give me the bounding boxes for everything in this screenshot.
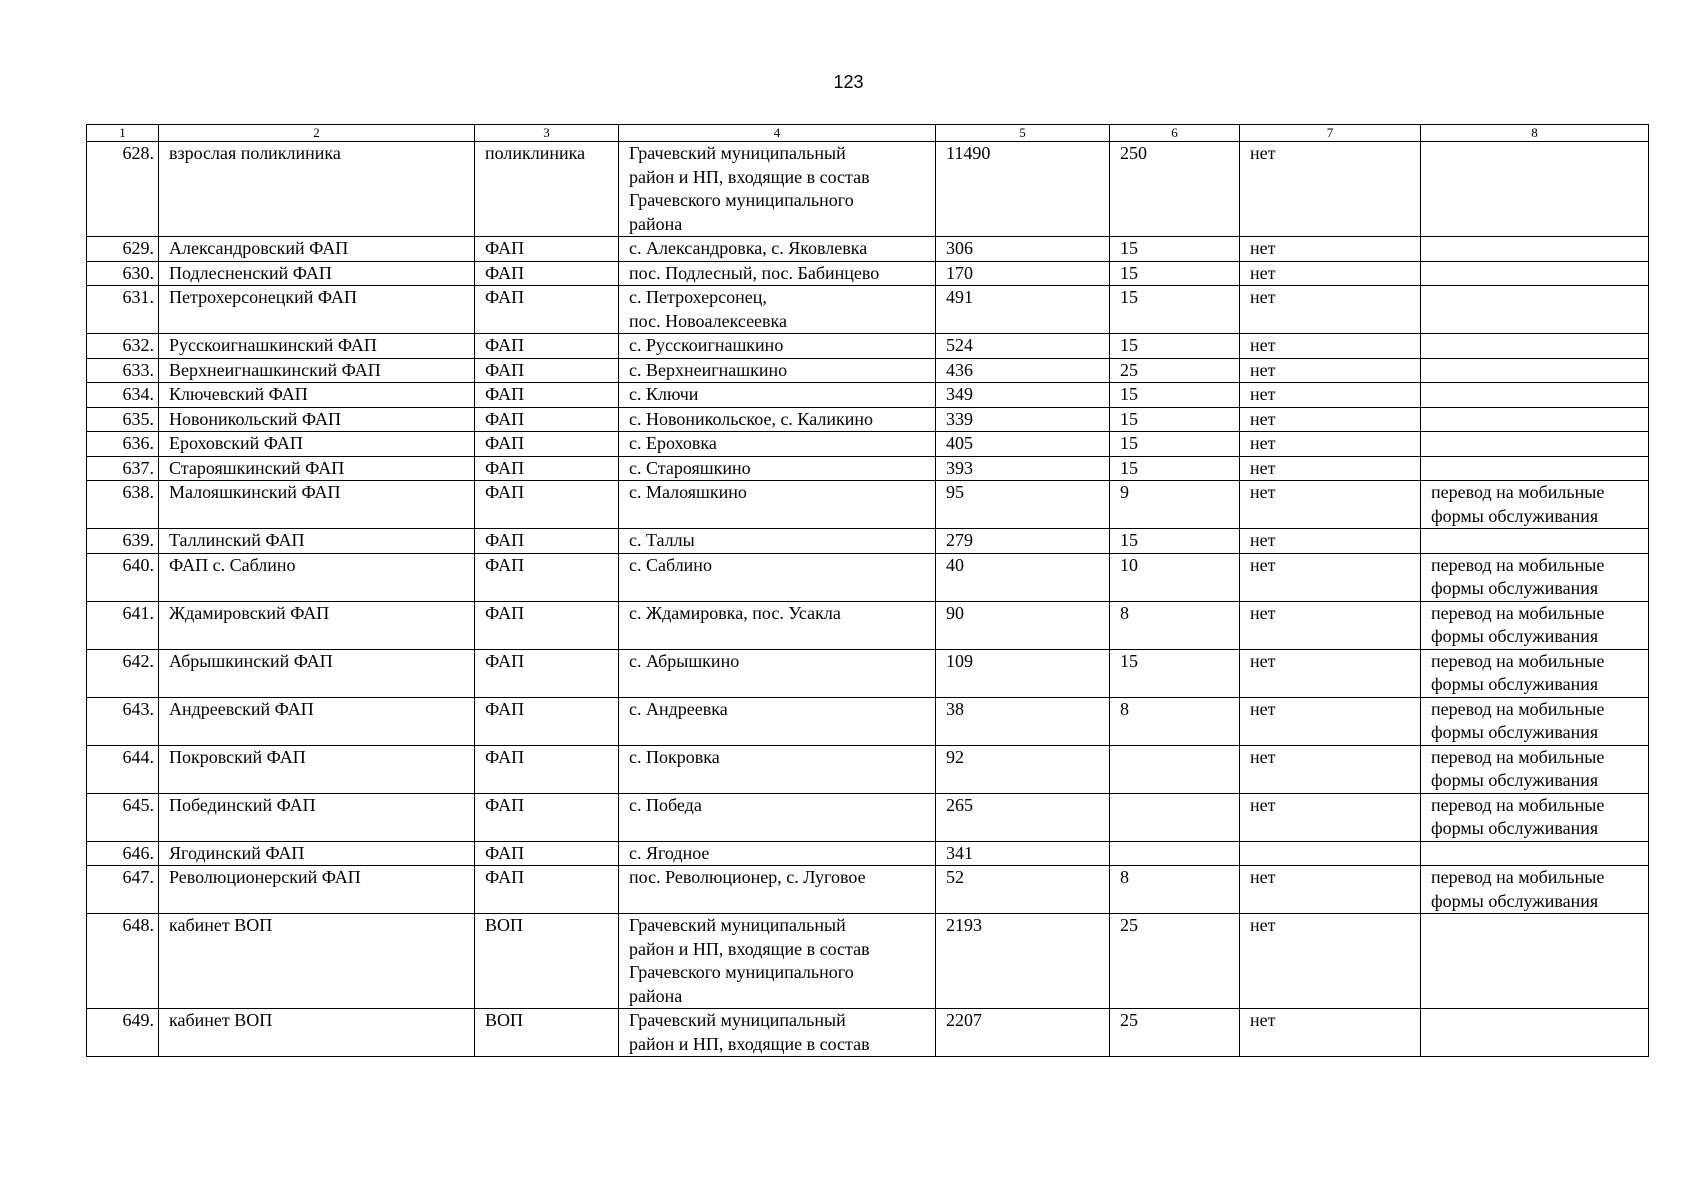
facility-name-cell: Подлесненский ФАП — [159, 261, 475, 286]
population-cell: 2207 — [936, 1009, 1110, 1057]
row-number-cell: 630. — [87, 261, 159, 286]
facility-name-cell: Покровский ФАП — [159, 745, 475, 793]
table-row — [87, 334, 1649, 359]
service-area-line: с. Саблино — [629, 554, 712, 575]
population-cell: 95 — [936, 481, 1110, 529]
row-number-cell: 643. — [87, 697, 159, 745]
table-row — [87, 553, 1649, 601]
service-area-cell — [619, 529, 936, 554]
table-row — [87, 432, 1649, 457]
facility-name-cell: Старояшкинский ФАП — [159, 456, 475, 481]
table-row — [87, 793, 1649, 841]
service-area-line: с. Малояшкино — [629, 482, 747, 502]
population-cell: 11490 — [936, 142, 1110, 237]
table-row — [87, 286, 1649, 334]
column-number: 8 — [1421, 125, 1649, 142]
population-cell: 265 — [936, 793, 1110, 841]
population-cell: 279 — [936, 529, 1110, 554]
population-cell: 306 — [936, 237, 1110, 262]
capacity-cell: 25 — [1110, 914, 1240, 1009]
row-number-cell: 640. — [87, 553, 159, 601]
row-number-cell: 628. — [87, 142, 159, 237]
capacity-cell: 25 — [1110, 358, 1240, 383]
service-area-line: с. Старояшкино — [629, 457, 751, 478]
note-cell — [1421, 334, 1649, 359]
facility-name-cell: кабинет ВОП — [159, 914, 475, 1009]
service-area-line: с. Петрохерсонец, — [629, 287, 767, 307]
service-area-cell — [619, 432, 936, 457]
service-area-cell — [619, 1009, 936, 1057]
status-cell: нет — [1240, 601, 1421, 649]
population-cell: 40 — [936, 553, 1110, 601]
facility-type-cell: ФАП — [475, 286, 619, 334]
row-number-cell: 646. — [87, 841, 159, 866]
service-area-cell — [619, 481, 936, 529]
service-area-line: с. Ероховка — [629, 433, 717, 453]
facility-name-cell: ФАП с. Саблино — [159, 553, 475, 601]
service-area-line: Грачевский муниципальный — [629, 915, 846, 935]
service-area-cell — [619, 866, 936, 914]
note-cell — [1421, 237, 1649, 262]
population-cell: 349 — [936, 383, 1110, 408]
note-cell — [1421, 529, 1649, 554]
service-area-line: с. Таллы — [629, 530, 695, 550]
page-number: 123 — [833, 72, 864, 92]
population-cell: 90 — [936, 601, 1110, 649]
facility-type-cell: ФАП — [475, 649, 619, 697]
note-cell — [1421, 261, 1649, 286]
capacity-cell: 15 — [1110, 334, 1240, 359]
note-line: перевод на мобильные — [1431, 602, 1605, 623]
population-cell: 339 — [936, 407, 1110, 432]
capacity-cell — [1110, 745, 1240, 793]
service-area-cell — [619, 334, 936, 359]
row-number-cell: 637. — [87, 456, 159, 481]
status-cell: нет — [1240, 142, 1421, 237]
facility-name-cell: Таллинский ФАП — [159, 529, 475, 554]
row-number-cell: 644. — [87, 745, 159, 793]
service-area-line: район и НП, входящие в состав — [629, 938, 870, 959]
column-number: 2 — [159, 125, 475, 142]
population-cell: 109 — [936, 649, 1110, 697]
service-area-cell — [619, 793, 936, 841]
table-row — [87, 383, 1649, 408]
population-cell: 436 — [936, 358, 1110, 383]
service-area-cell — [619, 649, 936, 697]
facility-type-cell: ФАП — [475, 456, 619, 481]
population-cell: 393 — [936, 456, 1110, 481]
capacity-cell: 15 — [1110, 237, 1240, 262]
note-line: формы обслуживания — [1431, 890, 1599, 911]
facility-type-cell: ФАП — [475, 841, 619, 866]
facility-type-cell: ФАП — [475, 358, 619, 383]
facility-name-cell: Александровский ФАП — [159, 237, 475, 262]
facility-type-cell: ФАП — [475, 481, 619, 529]
facility-name-cell: Ключевский ФАП — [159, 383, 475, 408]
service-area-line: район и НП, входящие в состав — [629, 166, 870, 187]
service-area-line: с. Новоникольское, с. Каликино — [629, 408, 873, 429]
status-cell: нет — [1240, 553, 1421, 601]
row-number-cell: 639. — [87, 529, 159, 554]
row-number-cell: 633. — [87, 358, 159, 383]
table-row — [87, 358, 1649, 383]
status-cell: нет — [1240, 866, 1421, 914]
column-number-row — [87, 125, 1649, 142]
column-number: 5 — [936, 125, 1110, 142]
population-cell: 341 — [936, 841, 1110, 866]
service-area-cell — [619, 456, 936, 481]
capacity-cell — [1110, 841, 1240, 866]
note-line: перевод на мобильные — [1431, 650, 1605, 671]
capacity-cell: 250 — [1110, 142, 1240, 237]
column-number: 6 — [1110, 125, 1240, 142]
note-line: перевод на мобильные — [1431, 794, 1605, 815]
note-cell — [1421, 866, 1649, 914]
status-cell: нет — [1240, 334, 1421, 359]
table-row — [87, 649, 1649, 697]
facility-name-cell: Новоникольский ФАП — [159, 407, 475, 432]
row-number-cell: 636. — [87, 432, 159, 457]
facility-type-cell: ФАП — [475, 432, 619, 457]
service-area-line: Грачевский муниципальный — [629, 1010, 846, 1030]
status-cell: нет — [1240, 649, 1421, 697]
facility-type-cell: ВОП — [475, 914, 619, 1009]
service-area-cell — [619, 914, 936, 1009]
note-cell — [1421, 481, 1649, 529]
note-cell — [1421, 793, 1649, 841]
table-row — [87, 407, 1649, 432]
facility-name-cell: Побединский ФАП — [159, 793, 475, 841]
row-number-cell: 632. — [87, 334, 159, 359]
capacity-cell: 8 — [1110, 866, 1240, 914]
status-cell: нет — [1240, 358, 1421, 383]
capacity-cell: 15 — [1110, 261, 1240, 286]
note-line: формы обслуживания — [1431, 505, 1599, 526]
service-area-line: с. Русскоигнашкино — [629, 335, 784, 355]
facility-name-cell: Верхнеигнашкинский ФАП — [159, 358, 475, 383]
service-area-cell — [619, 237, 936, 262]
row-number-cell: 635. — [87, 407, 159, 432]
status-cell: нет — [1240, 407, 1421, 432]
note-line: перевод на мобильные — [1431, 698, 1605, 719]
table-row — [87, 914, 1649, 1009]
note-cell — [1421, 1009, 1649, 1057]
capacity-cell: 8 — [1110, 601, 1240, 649]
note-line: формы обслуживания — [1431, 578, 1599, 598]
service-area-cell — [619, 142, 936, 237]
status-cell — [1240, 841, 1421, 866]
service-area-line: пос. Подлесный, пос. Бабинцево — [629, 262, 880, 283]
status-cell: нет — [1240, 286, 1421, 334]
row-number-cell: 634. — [87, 383, 159, 408]
population-cell: 524 — [936, 334, 1110, 359]
row-number-cell: 641. — [87, 601, 159, 649]
table-row — [87, 841, 1649, 866]
note-cell — [1421, 456, 1649, 481]
service-area-line: Грачевский муниципальный — [629, 143, 846, 163]
service-area-line: с. Победа — [629, 794, 702, 815]
capacity-cell: 15 — [1110, 407, 1240, 432]
note-cell — [1421, 841, 1649, 866]
note-line: формы обслуживания — [1431, 626, 1599, 646]
capacity-cell: 9 — [1110, 481, 1240, 529]
service-area-cell — [619, 601, 936, 649]
service-area-line: с. Андреевка — [629, 698, 728, 719]
facility-type-cell: ФАП — [475, 529, 619, 554]
service-area-line: Грачевского муниципального — [629, 190, 854, 210]
facilities-table — [86, 124, 1649, 1057]
service-area-cell — [619, 383, 936, 408]
row-number-cell: 642. — [87, 649, 159, 697]
note-line: формы обслуживания — [1431, 770, 1599, 790]
facility-type-cell: ФАП — [475, 383, 619, 408]
capacity-cell: 15 — [1110, 286, 1240, 334]
facility-type-cell: ФАП — [475, 745, 619, 793]
facility-name-cell: Ягодинский ФАП — [159, 841, 475, 866]
facility-type-cell: ФАП — [475, 237, 619, 262]
service-area-line: пос. Новоалексеевка — [629, 310, 788, 331]
row-number-cell: 649. — [87, 1009, 159, 1057]
service-area-line: района — [629, 985, 683, 1006]
status-cell: нет — [1240, 1009, 1421, 1057]
service-area-cell — [619, 261, 936, 286]
capacity-cell: 15 — [1110, 649, 1240, 697]
facility-type-cell: ФАП — [475, 261, 619, 286]
service-area-line: Грачевского муниципального — [629, 962, 854, 982]
facility-name-cell: Абрышкинский ФАП — [159, 649, 475, 697]
note-cell — [1421, 601, 1649, 649]
column-number: 3 — [475, 125, 619, 142]
facility-type-cell: ФАП — [475, 866, 619, 914]
population-cell: 92 — [936, 745, 1110, 793]
facility-type-cell: поликлиника — [475, 142, 619, 237]
facility-type-cell: ФАП — [475, 553, 619, 601]
note-cell — [1421, 553, 1649, 601]
status-cell: нет — [1240, 914, 1421, 1009]
population-cell: 2193 — [936, 914, 1110, 1009]
capacity-cell: 10 — [1110, 553, 1240, 601]
column-number: 7 — [1240, 125, 1421, 142]
service-area-line: район и НП, входящие в состав — [629, 1033, 870, 1054]
status-cell: нет — [1240, 237, 1421, 262]
service-area-cell — [619, 745, 936, 793]
service-area-cell — [619, 407, 936, 432]
status-cell: нет — [1240, 456, 1421, 481]
facility-type-cell: ФАП — [475, 334, 619, 359]
status-cell: нет — [1240, 383, 1421, 408]
table-body — [87, 125, 1649, 1057]
status-cell: нет — [1240, 745, 1421, 793]
facility-name-cell: Малояшкинский ФАП — [159, 481, 475, 529]
row-number-cell: 647. — [87, 866, 159, 914]
note-line: перевод на мобильные — [1431, 482, 1605, 502]
row-number-cell: 629. — [87, 237, 159, 262]
service-area-line: с. Ягодное — [629, 842, 710, 863]
facility-name-cell: Ждамировский ФАП — [159, 601, 475, 649]
row-number-cell: 638. — [87, 481, 159, 529]
table-row — [87, 456, 1649, 481]
service-area-line: пос. Революционер, с. Луговое — [629, 867, 866, 887]
note-line: формы обслуживания — [1431, 674, 1599, 694]
note-line: формы обслуживания — [1431, 818, 1599, 838]
service-area-cell — [619, 358, 936, 383]
capacity-cell: 8 — [1110, 697, 1240, 745]
note-line: перевод на мобильные — [1431, 867, 1605, 887]
table-row — [87, 481, 1649, 529]
note-cell — [1421, 914, 1649, 1009]
population-cell: 405 — [936, 432, 1110, 457]
service-area-line: с. Абрышкино — [629, 650, 740, 671]
status-cell: нет — [1240, 793, 1421, 841]
note-line: перевод на мобильные — [1431, 554, 1605, 575]
population-cell: 52 — [936, 866, 1110, 914]
facility-name-cell: кабинет ВОП — [159, 1009, 475, 1057]
service-area-cell — [619, 553, 936, 601]
capacity-cell: 15 — [1110, 456, 1240, 481]
table-row — [87, 1009, 1649, 1057]
facility-type-cell: ФАП — [475, 793, 619, 841]
facility-name-cell: Революционерский ФАП — [159, 866, 475, 914]
service-area-line: с. Верхнеигнашкино — [629, 359, 788, 380]
service-area-line: района — [629, 213, 683, 234]
service-area-cell — [619, 697, 936, 745]
table-row — [87, 601, 1649, 649]
facility-type-cell: ФАП — [475, 697, 619, 745]
table-row — [87, 745, 1649, 793]
note-cell — [1421, 407, 1649, 432]
service-area-cell — [619, 841, 936, 866]
note-cell — [1421, 286, 1649, 334]
note-cell — [1421, 745, 1649, 793]
column-number: 4 — [619, 125, 936, 142]
note-cell — [1421, 383, 1649, 408]
note-line: перевод на мобильные — [1431, 746, 1605, 767]
service-area-line: с. Александровка, с. Яковлевка — [629, 238, 868, 258]
row-number-cell: 631. — [87, 286, 159, 334]
status-cell: нет — [1240, 261, 1421, 286]
note-cell — [1421, 142, 1649, 237]
service-area-line: с. Ждамировка, пос. Усакла — [629, 602, 841, 623]
population-cell: 38 — [936, 697, 1110, 745]
population-cell: 491 — [936, 286, 1110, 334]
status-cell: нет — [1240, 529, 1421, 554]
service-area-cell — [619, 286, 936, 334]
capacity-cell: 15 — [1110, 529, 1240, 554]
note-cell — [1421, 649, 1649, 697]
facility-name-cell: взрослая поликлиника — [159, 142, 475, 237]
table-row — [87, 866, 1649, 914]
status-cell: нет — [1240, 432, 1421, 457]
note-cell — [1421, 432, 1649, 457]
facility-type-cell: ФАП — [475, 601, 619, 649]
note-cell — [1421, 697, 1649, 745]
capacity-cell: 15 — [1110, 383, 1240, 408]
row-number-cell: 645. — [87, 793, 159, 841]
facility-name-cell: Русскоигнашкинский ФАП — [159, 334, 475, 359]
facility-name-cell: Ероховский ФАП — [159, 432, 475, 457]
row-number-cell: 648. — [87, 914, 159, 1009]
note-line: формы обслуживания — [1431, 722, 1599, 742]
facility-name-cell: Петрохерсонецкий ФАП — [159, 286, 475, 334]
table-row — [87, 142, 1649, 237]
table-row — [87, 237, 1649, 262]
column-number: 1 — [87, 125, 159, 142]
facility-type-cell: ВОП — [475, 1009, 619, 1057]
capacity-cell — [1110, 793, 1240, 841]
note-cell — [1421, 358, 1649, 383]
capacity-cell: 15 — [1110, 432, 1240, 457]
capacity-cell: 25 — [1110, 1009, 1240, 1057]
table-row — [87, 261, 1649, 286]
status-cell: нет — [1240, 697, 1421, 745]
facility-name-cell: Андреевский ФАП — [159, 697, 475, 745]
service-area-line: с. Покровка — [629, 746, 720, 767]
status-cell: нет — [1240, 481, 1421, 529]
table-row — [87, 697, 1649, 745]
table-row — [87, 529, 1649, 554]
service-area-line: с. Ключи — [629, 384, 699, 404]
facility-type-cell: ФАП — [475, 407, 619, 432]
population-cell: 170 — [936, 261, 1110, 286]
